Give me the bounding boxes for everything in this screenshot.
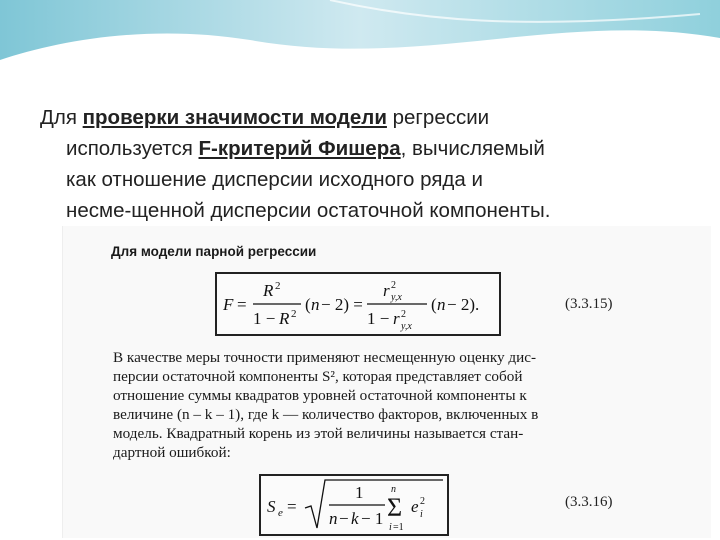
svg-text:(: (	[305, 295, 311, 314]
svg-text:n: n	[391, 484, 396, 495]
svg-text:2: 2	[391, 280, 396, 291]
svg-text:1: 1	[355, 483, 364, 502]
paragraph-line: модель. Квадратный корень из этой величины называется стан-	[113, 425, 524, 442]
svg-text:n: n	[329, 509, 338, 528]
svg-text:n: n	[311, 295, 320, 314]
equation-number-1: (3.3.15)	[565, 296, 613, 312]
svg-text:i: i	[420, 509, 423, 520]
standard-error-formula	[259, 474, 449, 536]
text-line-3: как отношение дисперсии исходного ряда и	[66, 168, 483, 191]
svg-text:r: r	[393, 309, 400, 328]
svg-text:2: 2	[401, 309, 406, 320]
svg-text:− 1: − 1	[361, 509, 384, 528]
svg-text:R: R	[263, 281, 274, 300]
f-criterion-emphasis: F-критерий Фишера	[198, 137, 401, 160]
model-significance-emphasis: проверки значимости модели	[82, 106, 387, 129]
svg-text:R: R	[279, 309, 290, 328]
main-text-block	[40, 102, 700, 226]
f-statistic-formula-graphic	[217, 274, 499, 334]
svg-text:y,x: y,x	[401, 321, 412, 332]
paragraph-line: В качестве меры точности применяют несмещенную оценку дис-	[113, 349, 537, 366]
paragraph-line: величине (n – k – 1), где k — количество факторов, включенных в	[113, 406, 539, 423]
svg-text:− 2).: − 2).	[447, 295, 480, 314]
svg-text:1 −: 1 −	[367, 309, 390, 328]
svg-text:e: e	[278, 507, 283, 519]
svg-text:2: 2	[291, 308, 297, 320]
text-line-1: Для проверки значимости модели регрессии	[40, 106, 490, 129]
svg-text:S: S	[267, 497, 276, 516]
svg-text:y,x: y,x	[391, 292, 402, 303]
scan-heading: Для модели парной регрессии	[111, 244, 317, 259]
paragraph-line: персии остаточной компоненты S², которая представляет собой	[113, 368, 523, 385]
svg-text:F: F	[223, 295, 234, 314]
svg-text:− 2) =: − 2) =	[321, 295, 363, 314]
svg-text:=: =	[287, 497, 297, 516]
paragraph-line: отношение суммы квадратов уровней остаточной компоненты к	[113, 387, 527, 404]
paragraph-line: дартной ошибкой:	[113, 444, 231, 461]
decorative-header-wave	[0, 0, 720, 90]
svg-text:=: =	[237, 295, 247, 314]
svg-text:(: (	[431, 295, 437, 314]
svg-text:i: i	[389, 522, 392, 533]
svg-text:Σ: Σ	[387, 493, 403, 522]
text-line-2: используется F-критерий Фишера, вычисляемый	[66, 137, 545, 160]
svg-text:2: 2	[275, 280, 281, 292]
scanned-textbook-excerpt	[62, 226, 711, 538]
svg-text:−: −	[339, 509, 349, 528]
svg-text:k: k	[351, 509, 359, 528]
text-line-4: несме-щенной дисперсии остаточной компоненты.	[66, 199, 551, 222]
svg-text:e: e	[411, 497, 419, 516]
svg-text:1 −: 1 −	[253, 309, 276, 328]
svg-text:n: n	[437, 295, 446, 314]
standard-error-formula-graphic	[261, 476, 447, 534]
svg-text:2: 2	[420, 496, 425, 507]
f-statistic-formula	[215, 272, 501, 336]
svg-text:r: r	[383, 281, 390, 300]
scan-paragraph	[113, 348, 675, 462]
equation-number-2: (3.3.16)	[565, 494, 613, 510]
svg-text:=1: =1	[393, 522, 404, 533]
